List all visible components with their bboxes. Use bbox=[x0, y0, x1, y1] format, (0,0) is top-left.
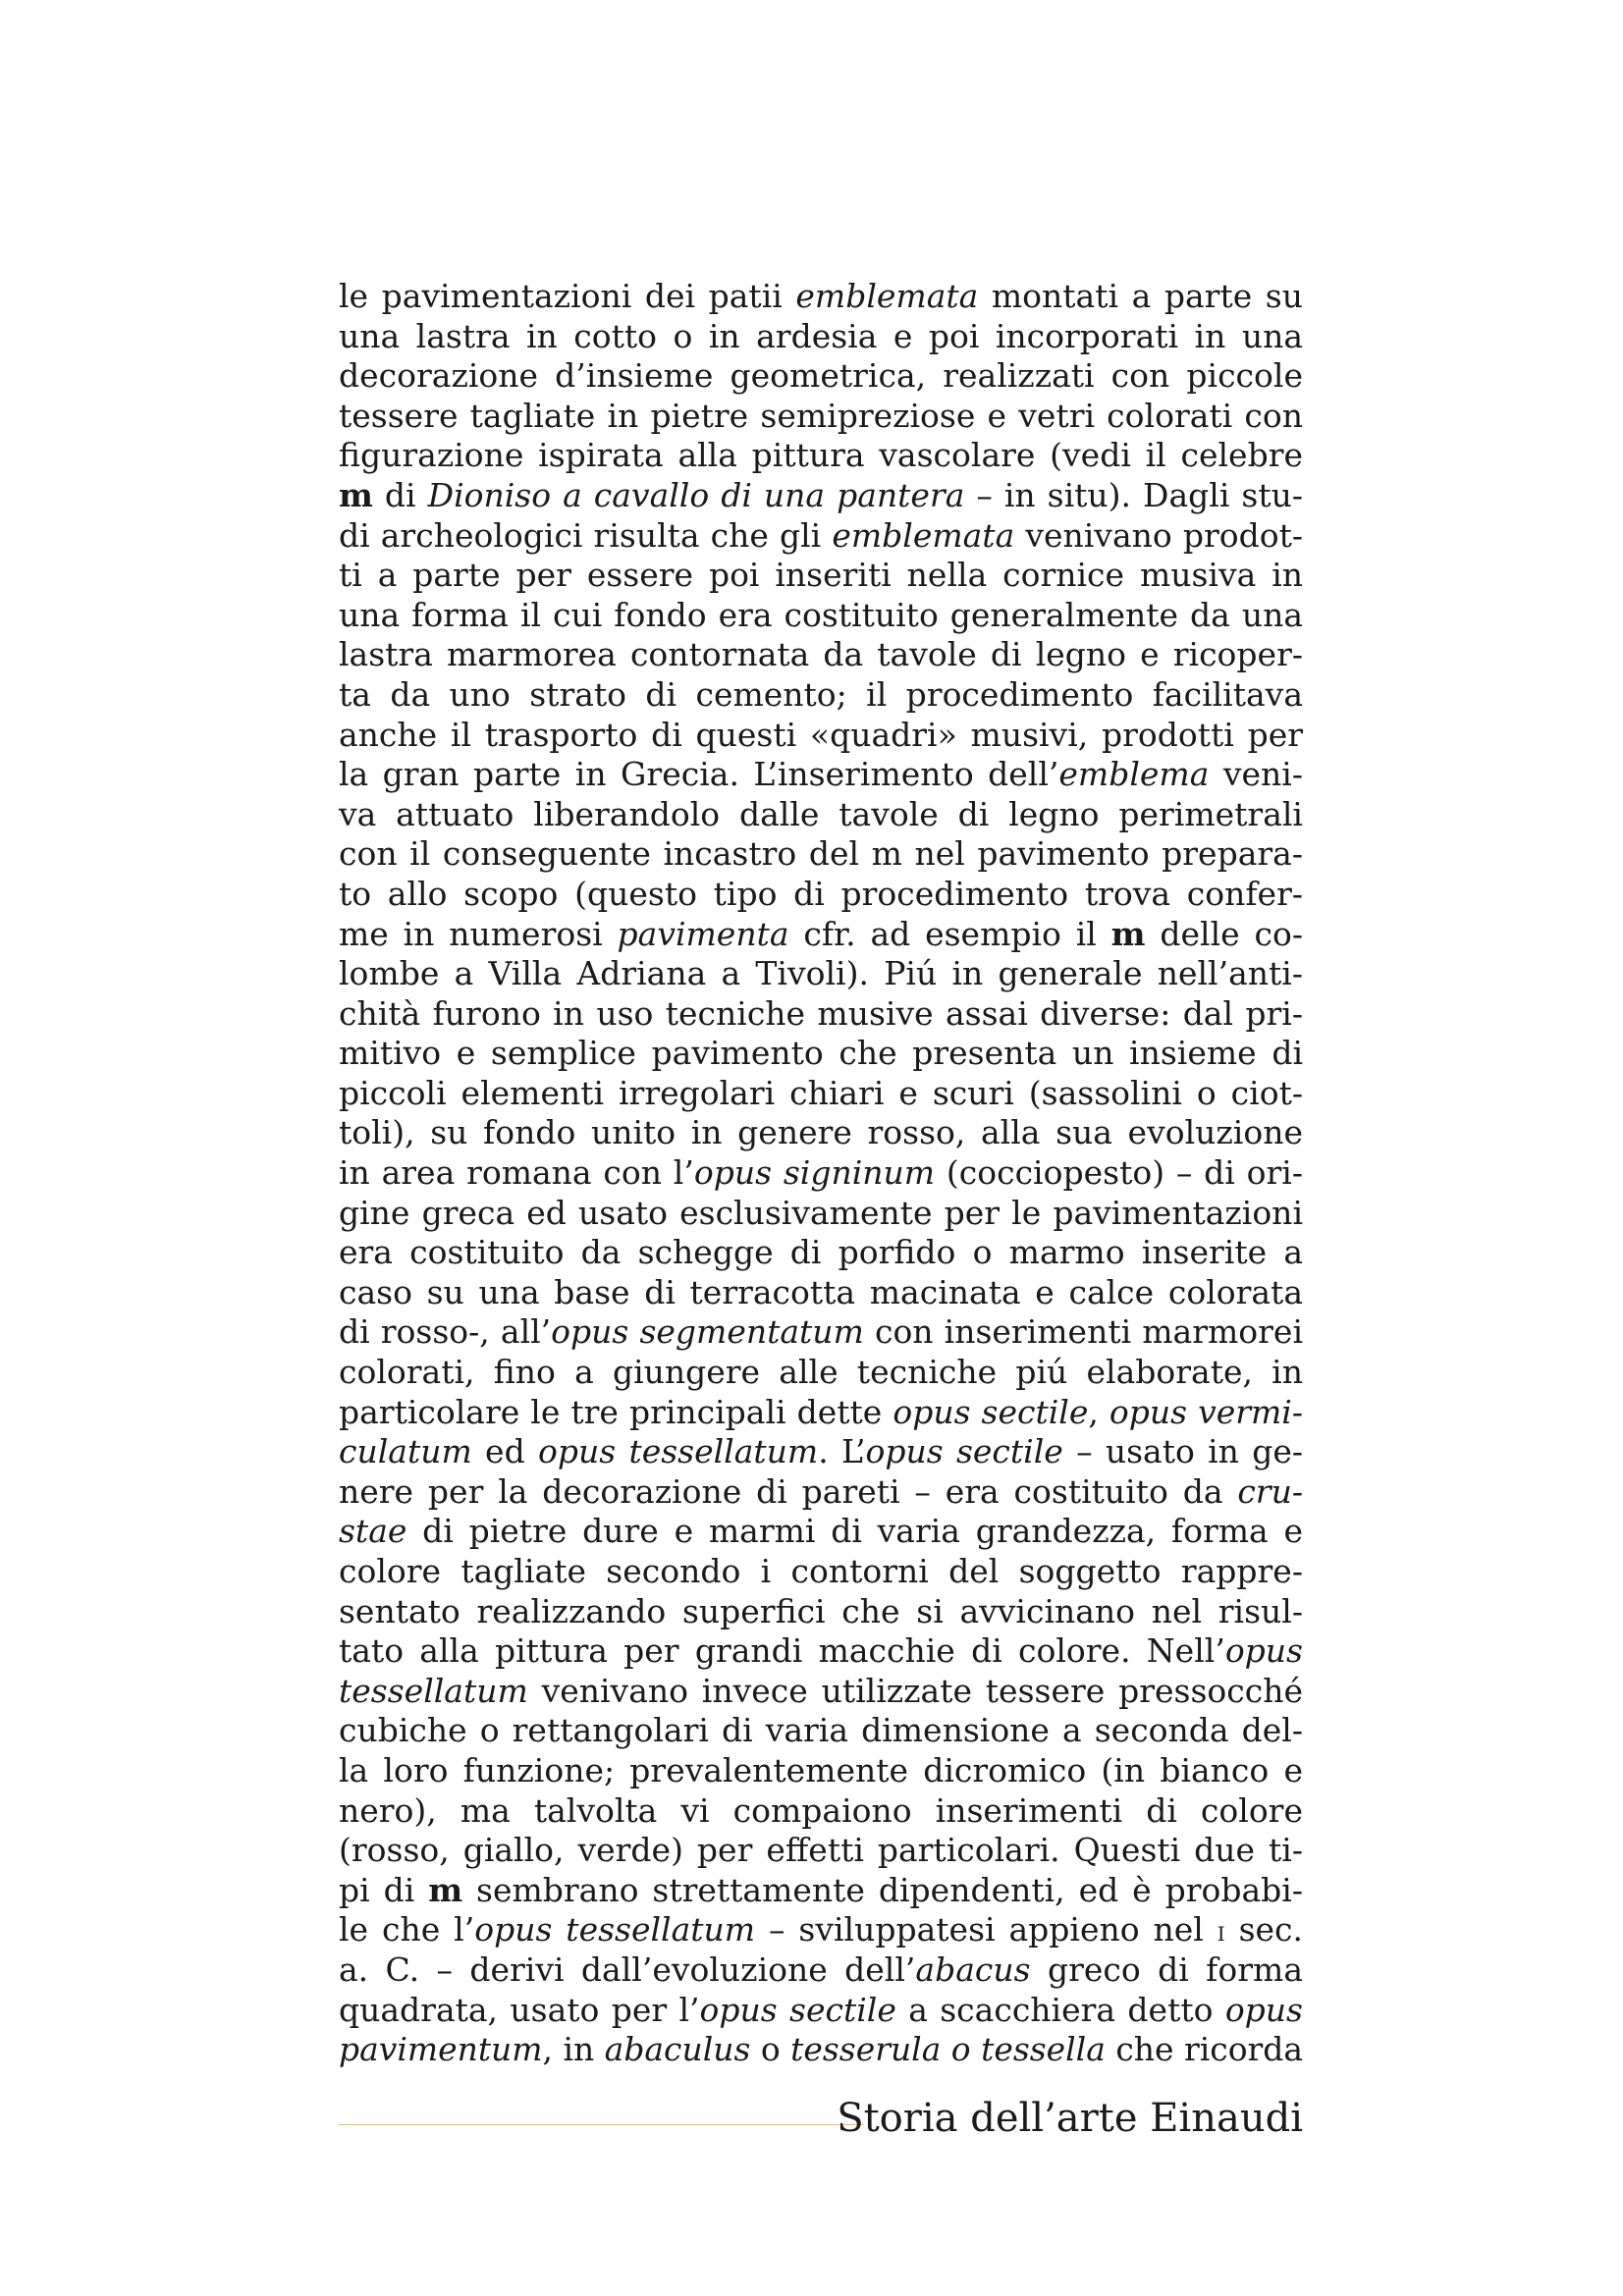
italic-term: pavimenta bbox=[617, 914, 789, 953]
italic-term: tesserula o tessella bbox=[790, 2030, 1106, 2069]
footer-title: Storia dell’arte Einaudi bbox=[837, 2096, 1303, 2141]
text-run: cubiche o rettangolari di varia dimensione a seconda del- bbox=[339, 1711, 1303, 1750]
italic-term: emblemata bbox=[795, 277, 979, 315]
text-run: . L’ bbox=[818, 1432, 866, 1471]
text-line bbox=[339, 516, 1303, 557]
italic-term: tessellatum bbox=[339, 1671, 528, 1710]
text-run: greco di forma bbox=[1030, 1949, 1303, 1989]
text-run: lombe a Villa Adriana a Tivoli). Piú in generale nell’anti- bbox=[339, 954, 1303, 993]
text-line bbox=[339, 1991, 1303, 2031]
bold-abbreviation: m bbox=[1110, 914, 1146, 953]
text-run: ed bbox=[471, 1432, 538, 1471]
text-line bbox=[339, 834, 1303, 875]
text-run: veni- bbox=[1209, 755, 1303, 794]
text-run: che ricorda bbox=[1105, 2030, 1303, 2069]
text-run: – sviluppatesi appieno nel bbox=[755, 1910, 1217, 1949]
text-run: di archeologici risulta che gli bbox=[339, 515, 833, 555]
text-line bbox=[339, 635, 1303, 675]
text-line bbox=[339, 1034, 1303, 1074]
text-run: cfr. ad esempio il bbox=[788, 914, 1111, 953]
body-text bbox=[339, 277, 1303, 2070]
italic-term: opus sectile bbox=[699, 1990, 896, 2029]
text-run: toli), su fondo unito in genere rosso, alla sua evoluzione bbox=[339, 1113, 1303, 1152]
text-line bbox=[339, 1472, 1303, 1513]
text-line bbox=[339, 476, 1303, 516]
text-line bbox=[339, 1711, 1303, 1751]
text-run: nere per la decorazione di pareti – era costituito da bbox=[339, 1471, 1238, 1511]
text-run: mitivo e semplice pavimento che presenta un insieme di bbox=[339, 1034, 1303, 1073]
text-run: con il conseguente incastro del m nel pavimento prepara- bbox=[339, 834, 1303, 874]
text-line bbox=[339, 1631, 1303, 1672]
text-line bbox=[339, 397, 1303, 437]
text-line bbox=[339, 1871, 1303, 1911]
italic-term: abacus bbox=[915, 1949, 1031, 1989]
text-run: – in situ). Dagli stu- bbox=[964, 475, 1304, 514]
text-run: tato alla pittura per grandi macchie di colore. Nell’ bbox=[339, 1631, 1225, 1671]
text-run: o bbox=[750, 2030, 791, 2069]
text-line bbox=[339, 436, 1303, 476]
text-run: caso su una base di terracotta macinata e calce colorata bbox=[339, 1272, 1303, 1311]
italic-term: opus tessellatum bbox=[474, 1910, 756, 1949]
text-run: tessere tagliate in pietre semipreziose e vetri colorati con bbox=[339, 396, 1303, 435]
text-line bbox=[339, 317, 1303, 357]
text-line bbox=[339, 875, 1303, 915]
text-run: le che l’ bbox=[339, 1910, 475, 1949]
text-line bbox=[339, 1233, 1303, 1273]
text-line bbox=[339, 1950, 1303, 1991]
italic-term: opus sectile bbox=[893, 1392, 1089, 1431]
text-run: , in bbox=[542, 2030, 605, 2069]
text-line bbox=[339, 1353, 1303, 1393]
text-line bbox=[339, 675, 1303, 716]
text-line bbox=[339, 596, 1303, 636]
text-line bbox=[339, 1393, 1303, 1433]
text-run: , bbox=[1088, 1392, 1109, 1431]
text-run: pi di bbox=[339, 1870, 429, 1909]
text-run: di pietre dure e marmi di varia grandezza, forma e bbox=[406, 1512, 1303, 1551]
text-run: to allo scopo (questo tipo di procedimento trova confer- bbox=[339, 874, 1303, 913]
text-run: (cocciopesto) – di ori- bbox=[935, 1153, 1303, 1193]
text-line bbox=[339, 1592, 1303, 1632]
italic-term: opus tessellatum bbox=[537, 1432, 819, 1471]
text-line bbox=[339, 1273, 1303, 1313]
bold-abbreviation: m bbox=[339, 475, 373, 514]
text-line bbox=[339, 1751, 1303, 1791]
text-line bbox=[339, 1432, 1303, 1472]
italic-term: culatum bbox=[339, 1432, 472, 1471]
italic-term: emblema bbox=[1058, 755, 1210, 794]
text-run: una lastra in cotto o in ardesia e poi incorporati in una bbox=[339, 316, 1303, 355]
text-line bbox=[339, 954, 1303, 994]
text-run: in area romana con l’ bbox=[339, 1153, 694, 1193]
text-line bbox=[339, 1672, 1303, 1712]
roman-numeral: i bbox=[1217, 1915, 1225, 1949]
text-run: venivano invece utilizzate tessere pressocché bbox=[527, 1671, 1303, 1710]
text-run: a scacchiera detto bbox=[895, 1990, 1225, 2029]
text-run: nero), ma talvolta vi compaiono inserimenti di colore bbox=[339, 1790, 1303, 1830]
text-run: va attuato liberandolo dalle tavole di legno perimetrali bbox=[339, 794, 1303, 833]
text-run: la loro funzione; prevalentemente dicromico (in bianco e bbox=[339, 1750, 1303, 1789]
text-run: di rosso-, all’ bbox=[339, 1312, 552, 1352]
italic-term: opus bbox=[1224, 1631, 1303, 1671]
bold-abbreviation: m bbox=[428, 1870, 463, 1909]
text-run: colore tagliate secondo i contorni del soggetto rappre- bbox=[339, 1552, 1303, 1590]
text-run: gine greca ed usato esclusivamente per le pavimentazioni bbox=[339, 1193, 1303, 1232]
italic-term: abaculus bbox=[604, 2030, 751, 2069]
text-run: sentato realizzando superfici che si avvicinano nel risul- bbox=[339, 1591, 1303, 1630]
italic-term: opus signinum bbox=[693, 1153, 936, 1193]
text-run: una forma il cui fondo era costituito generalmente da una bbox=[339, 595, 1303, 634]
text-run: colorati, fino a giungere alle tecniche piú elaborate, in bbox=[339, 1353, 1303, 1392]
text-line bbox=[339, 1194, 1303, 1234]
text-run: quadrata, usato per l’ bbox=[339, 1990, 700, 2029]
text-line bbox=[339, 1074, 1303, 1114]
text-run: a. C. – derivi dall’evoluzione dell’ bbox=[339, 1949, 916, 1989]
text-run: sembrano strettamente dipendenti, ed è probabi- bbox=[462, 1870, 1303, 1909]
text-run: lastra marmorea contornata da tavole di legno e ricoper- bbox=[339, 635, 1303, 674]
italic-term: opus vermi- bbox=[1109, 1392, 1304, 1431]
text-run: chità furono in uso tecniche musive assai diverse: dal pri- bbox=[339, 993, 1303, 1033]
text-run: con inserimenti marmorei bbox=[863, 1312, 1304, 1352]
text-run: decorazione d’insieme geometrica, realizzati con piccole bbox=[339, 356, 1303, 396]
text-run: anche il trasporto di questi «quadri» musivi, prodotti per bbox=[339, 715, 1303, 754]
italic-term: emblemata bbox=[832, 515, 1015, 555]
text-line bbox=[339, 716, 1303, 756]
footer-rule bbox=[339, 2124, 864, 2125]
text-run: era costituito da schegge di porfido o marmo inserite a bbox=[339, 1233, 1303, 1272]
text-run: le pavimentazioni dei patii bbox=[339, 277, 796, 315]
text-run: me in numerosi bbox=[339, 914, 618, 953]
text-run: delle co- bbox=[1145, 914, 1303, 953]
text-line bbox=[339, 1831, 1303, 1871]
page-footer bbox=[339, 2091, 1303, 2150]
italic-term: opus segmentatum bbox=[551, 1312, 864, 1352]
text-run: montati a parte su bbox=[978, 277, 1303, 315]
text-line bbox=[339, 1153, 1303, 1194]
text-run: particolare le tre principali dette bbox=[339, 1392, 893, 1431]
text-run: figurazione ispirata alla pittura vascolare (vedi il celebre bbox=[339, 436, 1303, 475]
text-line bbox=[339, 556, 1303, 596]
text-line bbox=[339, 1113, 1303, 1153]
italic-term: pavimentum bbox=[339, 2030, 543, 2069]
text-run: di bbox=[372, 475, 428, 514]
text-line bbox=[339, 915, 1303, 955]
text-run: la gran parte in Grecia. L’inserimento dell’ bbox=[339, 755, 1059, 794]
text-line bbox=[339, 2030, 1303, 2070]
italic-term: opus sectile bbox=[865, 1432, 1063, 1471]
italic-term: Dioniso a cavallo di una pantera bbox=[427, 475, 965, 514]
text-run: piccoli elementi irregolari chiari e scuri (sassolini o ciot- bbox=[339, 1073, 1303, 1112]
text-line bbox=[339, 755, 1303, 795]
text-line bbox=[339, 277, 1303, 317]
italic-term: opus bbox=[1224, 1990, 1303, 2029]
text-run: venivano prodot- bbox=[1014, 515, 1303, 555]
italic-term: stae bbox=[339, 1512, 407, 1551]
text-line bbox=[339, 1910, 1303, 1950]
italic-term: cru- bbox=[1237, 1471, 1303, 1511]
text-run: ta da uno strato di cemento; il procedimento facilitava bbox=[339, 674, 1303, 714]
text-run: (rosso, giallo, verde) per effetti particolari. Questi due ti- bbox=[339, 1831, 1303, 1870]
text-run: – usato in ge- bbox=[1062, 1432, 1304, 1471]
text-run: sec. bbox=[1224, 1910, 1304, 1949]
text-run: ti a parte per essere poi inseriti nella cornice musiva in bbox=[339, 556, 1303, 595]
text-line bbox=[339, 1312, 1303, 1353]
text-line bbox=[339, 795, 1303, 835]
text-line bbox=[339, 994, 1303, 1035]
text-line bbox=[339, 1552, 1303, 1592]
text-line bbox=[339, 356, 1303, 397]
text-line bbox=[339, 1791, 1303, 1832]
text-line bbox=[339, 1512, 1303, 1552]
